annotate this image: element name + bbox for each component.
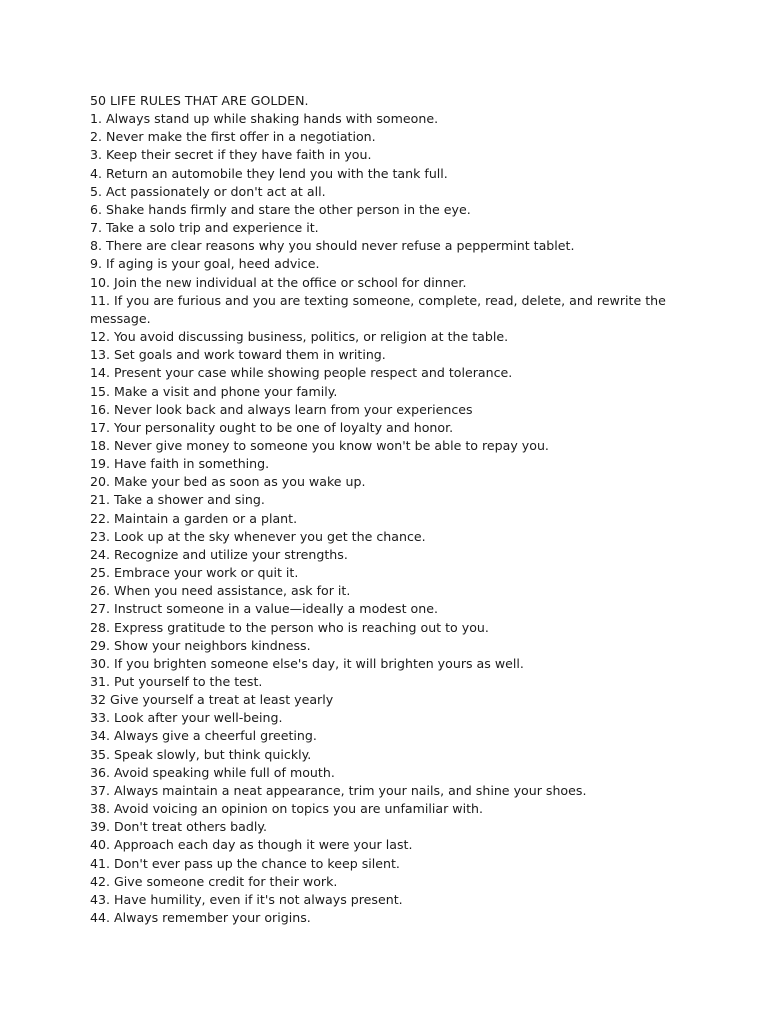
rule-item: 23. Look up at the sky whenever you get the chance. — [90, 528, 426, 544]
rule-item: 2. Never make the first offer in a negotiation. — [90, 129, 376, 145]
rule-item: 26. When you need assistance, ask for it. — [90, 583, 351, 599]
rule-item: 34. Always give a cheerful greeting. — [90, 728, 317, 744]
rule-item: 25. Embrace your work or quit it. — [90, 565, 299, 581]
rule-item: 31. Put yourself to the test. — [90, 674, 263, 689]
rule-item: 44. Always remember your origins. — [90, 910, 311, 926]
rule-item: 13. Set goals and work toward them in writing. — [90, 347, 386, 363]
rule-item: 35. Speak slowly, but think quickly. — [90, 746, 312, 762]
rule-item: 40. Approach each day as though it were your last. — [90, 837, 413, 853]
rule-item: 1. Always stand up while shaking hands with someone. — [90, 111, 439, 127]
rule-item: 36. Avoid speaking while full of mouth. — [90, 764, 335, 780]
rule-item: 42. Give someone credit for their work. — [90, 873, 338, 889]
rule-item: 38. Avoid voicing an opinion on topics you are unfamiliar with. — [90, 801, 484, 817]
rule-item: 21. Take a shower and sing. — [90, 492, 265, 508]
rule-item: 24. Recognize and utilize your strengths. — [90, 546, 348, 562]
rule-item: 37. Always maintain a neat appearance, trim your nails, and shine your shoes. — [90, 782, 587, 798]
rule-item: 4. Return an automobile they lend you with the tank full. — [90, 165, 448, 181]
rule-item: 41. Don't ever pass up the chance to keep silent. — [90, 855, 400, 871]
rule-item: 22. Maintain a garden or a plant. — [90, 510, 298, 526]
rule-item: 19. Have faith in something. — [90, 456, 270, 472]
rule-item: 11. If you are furious and you are texting someone, complete, read, delete, and rewrite the message. — [90, 292, 666, 326]
rule-item: 27. Instruct someone in a value—ideally a modest one. — [90, 601, 438, 617]
rule-item: 28. Express gratitude to the person who is reaching out to you. — [90, 619, 489, 635]
rule-item: 15. Make a visit and phone your family. — [90, 383, 338, 399]
rule-item: 32 Give yourself a treat at least yearly — [90, 692, 334, 708]
rule-item: 33. Look after your well-being. — [90, 710, 283, 726]
rules-list — [90, 110, 680, 927]
rule-item: 20. Make your bed as soon as you wake up. — [90, 474, 366, 490]
rule-item: 18. Never give money to someone you know won't be able to repay you. — [90, 437, 549, 453]
rule-item: 9. If aging is your goal, heed advice. — [90, 256, 320, 272]
rule-item: 17. Your personality ought to be one of loyalty and honor. — [90, 419, 454, 435]
rule-item: 7. Take a solo trip and experience it. — [90, 220, 319, 236]
rule-item: 14. Present your case while showing people respect and tolerance. — [90, 365, 513, 381]
rule-item: 10. Join the new individual at the office or school for dinner. — [90, 274, 467, 290]
rule-item: 3. Keep their secret if they have faith in you. — [90, 147, 372, 163]
rule-item: 12. You avoid discussing business, politics, or religion at the table. — [90, 329, 509, 345]
rule-item: 43. Have humility, even if it's not always present. — [90, 891, 403, 907]
rule-item: 39. Don't treat others badly. — [90, 819, 268, 835]
document-title: 50 LIFE RULES THAT ARE GOLDEN. — [90, 93, 309, 108]
rule-item: 16. Never look back and always learn from your experiences — [90, 401, 473, 417]
rule-item: 8. There are clear reasons why you should never refuse a peppermint tablet. — [90, 238, 575, 254]
rule-item: 30. If you brighten someone else's day, it will brighten yours as well. — [90, 655, 524, 671]
rule-item: 6. Shake hands firmly and stare the other person in the eye. — [90, 201, 471, 217]
document-body — [90, 92, 680, 927]
rule-item: 29. Show your neighbors kindness. — [90, 637, 311, 653]
rule-item: 5. Act passionately or don't act at all. — [90, 183, 326, 199]
